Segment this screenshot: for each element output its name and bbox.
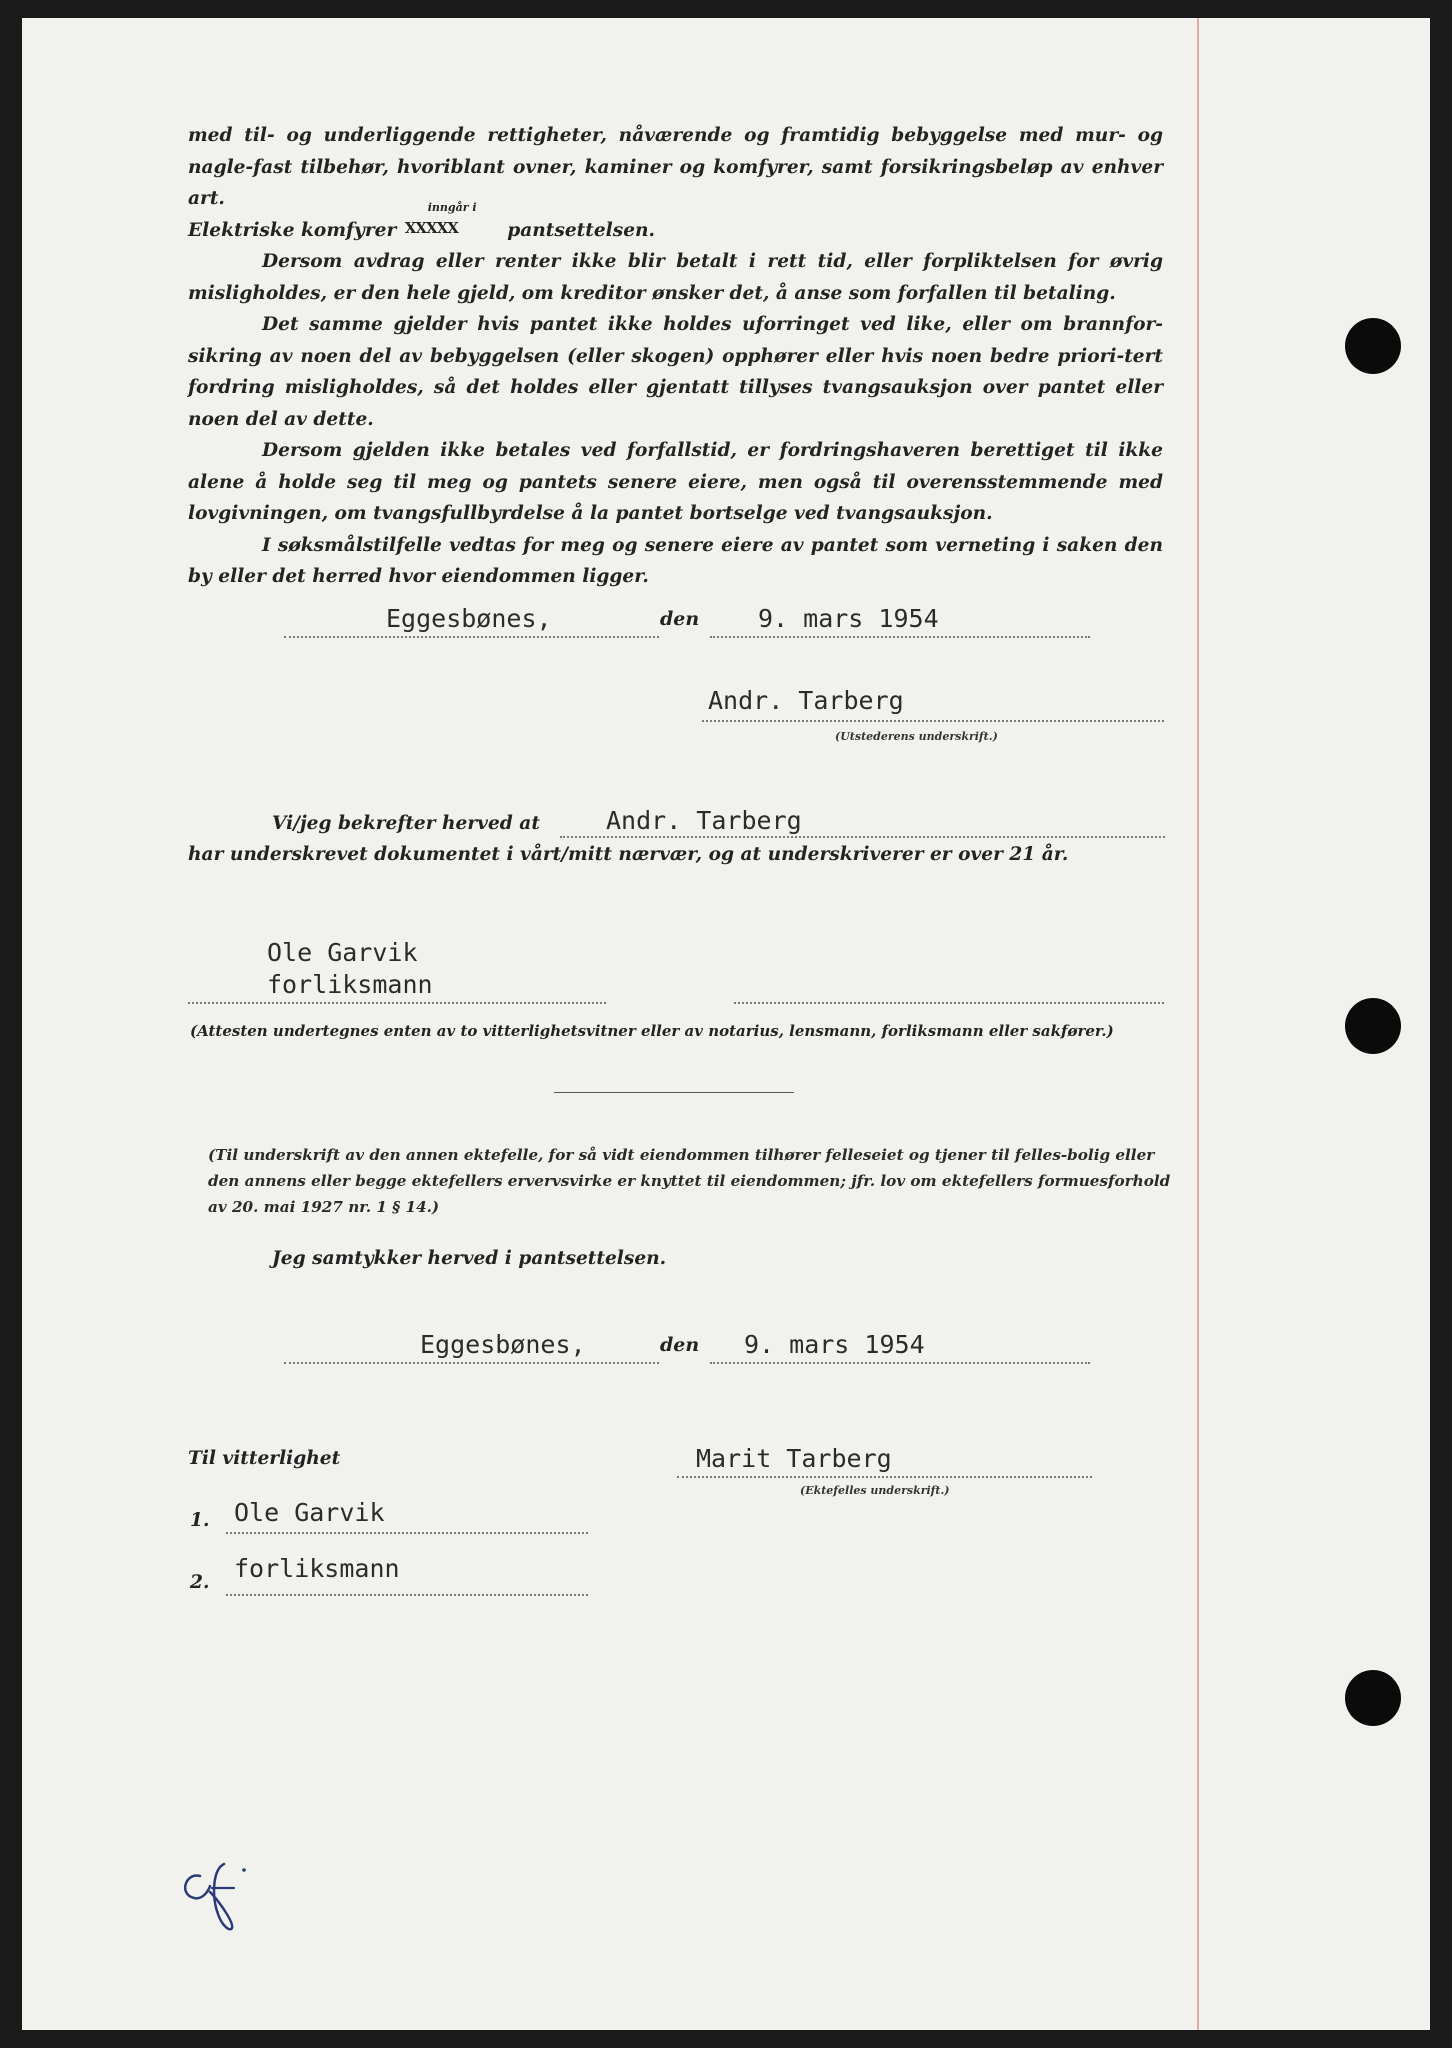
confirm-line2: har underskrevet dokumentet i vårt/mitt nærvær, og at underskriverer er over 21 år. (188, 844, 1069, 865)
spouse-line (677, 1476, 1092, 1478)
paragraph-venue: I søksmålstilfelle vedtas for meg og senere eiere av pantet som verneting i saken den by eller det herred hvor eiendommen ligger. (188, 534, 1163, 587)
punch-hole (1345, 1670, 1401, 1726)
paragraph-default: Dersom avdrag eller renter ikke blir betalt i rett tid, eller forpliktelsen for øvrig misligholdes, er den hele gjeld, om kreditor ønsker det, å anse som forfallen til betaling. (188, 251, 1163, 304)
document-page (22, 18, 1430, 2030)
spouse-signature: Marit Tarberg (696, 1444, 892, 1473)
witness-number-2: 2. (190, 1572, 210, 1593)
komfyrer-before: Elektriske komfyrer (188, 219, 397, 241)
consent-text: Jeg samtykker herved i pantsettelsen. (272, 1248, 667, 1269)
handwritten-initials (172, 1858, 262, 1938)
confirm-prefix: Vi/jeg bekrefter herved at (272, 813, 540, 834)
vitterlighet-witness-1: Ole Garvik (234, 1498, 385, 1527)
issuer-line (702, 720, 1164, 722)
attest-note: (Attesten undertegnes enten av to vitterlighetsvitner eller av notarius, lensmann, forliksmann eller sakfører.) (190, 1022, 1114, 1040)
place-1: Eggesbønes, (386, 604, 552, 633)
witness-line-2 (734, 1002, 1164, 1004)
paragraph-rights: med til- og underliggende rettigheter, nåværende og framtidig bebyggelse med mur- og nagle-fast tilbehør, hvoriblant ovner, kaminer og komfyrer, samt forsikringsbeløp av enhver art. (188, 125, 1163, 209)
terms-body (188, 120, 1163, 593)
issuer-caption: (Utstederens underskrift.) (835, 730, 998, 743)
punch-hole (1345, 318, 1401, 374)
komfyrer-after: pantsettelsen. (507, 219, 656, 241)
inline-correction (403, 200, 501, 237)
den-label-1: den (660, 608, 700, 630)
witness-number-1: 1. (190, 1510, 210, 1531)
date-1: 9. mars 1954 (758, 604, 939, 633)
place-line-2 (284, 1362, 659, 1364)
margin-rule (1197, 18, 1199, 2030)
place-line-1 (284, 636, 659, 638)
punch-hole (1345, 998, 1401, 1054)
witness-2-line (226, 1594, 588, 1596)
witness-1-line (226, 1532, 588, 1534)
paragraph-maturity: Dersom gjelden ikke betales ved forfallstid, er fordringshaveren berettiget til ikke alene å holde seg til meg og pantets senere eiere, men også til overensstemmende med lovgivningen, om tvangsfullbyrdelse å la pantet bortselge ved tvangsauksjon. (188, 440, 1163, 524)
spouse-caption: (Ektefelles underskrift.) (800, 1484, 950, 1497)
witness-title: forliksmann (267, 970, 433, 999)
komfyrer-line (188, 200, 1163, 247)
struck-text: XXXXX (404, 218, 458, 237)
issuer-signature: Andr. Tarberg (708, 686, 904, 715)
den-label-2: den (660, 1334, 700, 1356)
vitterlighet-heading: Til vitterlighet (188, 1448, 341, 1469)
witness-line-1 (188, 1002, 606, 1004)
place-2: Eggesbønes, (420, 1330, 586, 1359)
date-line-1 (710, 636, 1090, 638)
paragraph-fire-insurance: Det samme gjelder hvis pantet ikke holdes uforringet ved like, eller om brannfor-sikring av noen del av bebyggelsen (eller skogen) opphører eller hvis noen bedre priori-tert fordring misligholdes, så det holdes eller gjentatt tillyses tvangsauksjon over pantet eller noen del av dette. (188, 314, 1163, 430)
date-line-2 (710, 1362, 1090, 1364)
witness-name: Ole Garvik (267, 938, 418, 967)
confirm-name: Andr. Tarberg (606, 806, 802, 835)
spouse-note-text: (Til underskrift av den annen ektefelle, for så vidt eiendommen tilhører felleseiet og tjener til felles-bolig eller den annens eller begge ektefellers ervervsvirke er knyttet til eiendommen; jfr. lov om ektefellers formuesforhold av 20. mai 1927 nr. 1 § 14.) (208, 1146, 1171, 1216)
spouse-note (208, 1142, 1188, 1220)
confirm-line (560, 836, 1165, 838)
date-2: 9. mars 1954 (744, 1330, 925, 1359)
inserted-text: inngår i (427, 200, 477, 214)
separator (554, 1092, 794, 1093)
vitterlighet-witness-2: forliksmann (234, 1554, 400, 1583)
